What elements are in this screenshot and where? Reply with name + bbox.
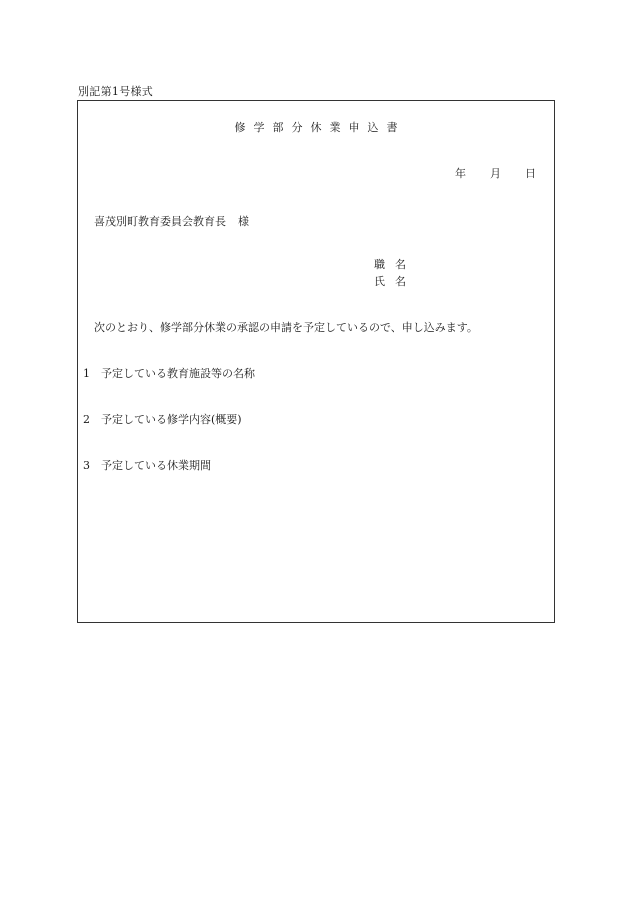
form-title: [78, 119, 554, 135]
item-number: 1: [83, 367, 90, 380]
item-label: 予定している修学内容(概要): [101, 413, 242, 426]
title-char: 部: [272, 121, 284, 134]
item-label: 予定している休業期間: [101, 459, 211, 472]
list-item: [83, 411, 242, 427]
addressee-honorific: 様: [238, 215, 249, 228]
title-char: 修: [234, 121, 246, 134]
body-text: 次のとおり、修学部分休業の承認の申請を予定しているので、申し込みます。: [94, 321, 478, 334]
application-form: [77, 100, 555, 623]
item-number: 2: [83, 413, 90, 426]
item-number: 3: [83, 459, 90, 472]
item-label: 予定している教育施設等の名称: [101, 367, 255, 380]
date-line: [455, 165, 536, 181]
title-char: 休: [310, 121, 322, 134]
position-label: 職 名: [374, 258, 406, 271]
title-char: 分: [291, 121, 303, 134]
addressee: [94, 213, 249, 229]
name-label: 氏 名: [374, 275, 406, 288]
addressee-name: 喜茂別町教育委員会教育長: [94, 215, 226, 228]
title-char: 書: [386, 121, 398, 134]
title-char: 込: [367, 121, 379, 134]
date-year: 年: [455, 167, 466, 180]
list-item: [83, 365, 255, 381]
title-char: 申: [348, 121, 360, 134]
list-item: [83, 457, 211, 473]
form-number: 別記第1号様式: [78, 85, 154, 98]
title-char: 学: [253, 121, 265, 134]
date-month: 月: [490, 167, 501, 180]
applicant-block: [374, 256, 416, 290]
title-char: 業: [329, 121, 341, 134]
date-day: 日: [525, 167, 536, 180]
